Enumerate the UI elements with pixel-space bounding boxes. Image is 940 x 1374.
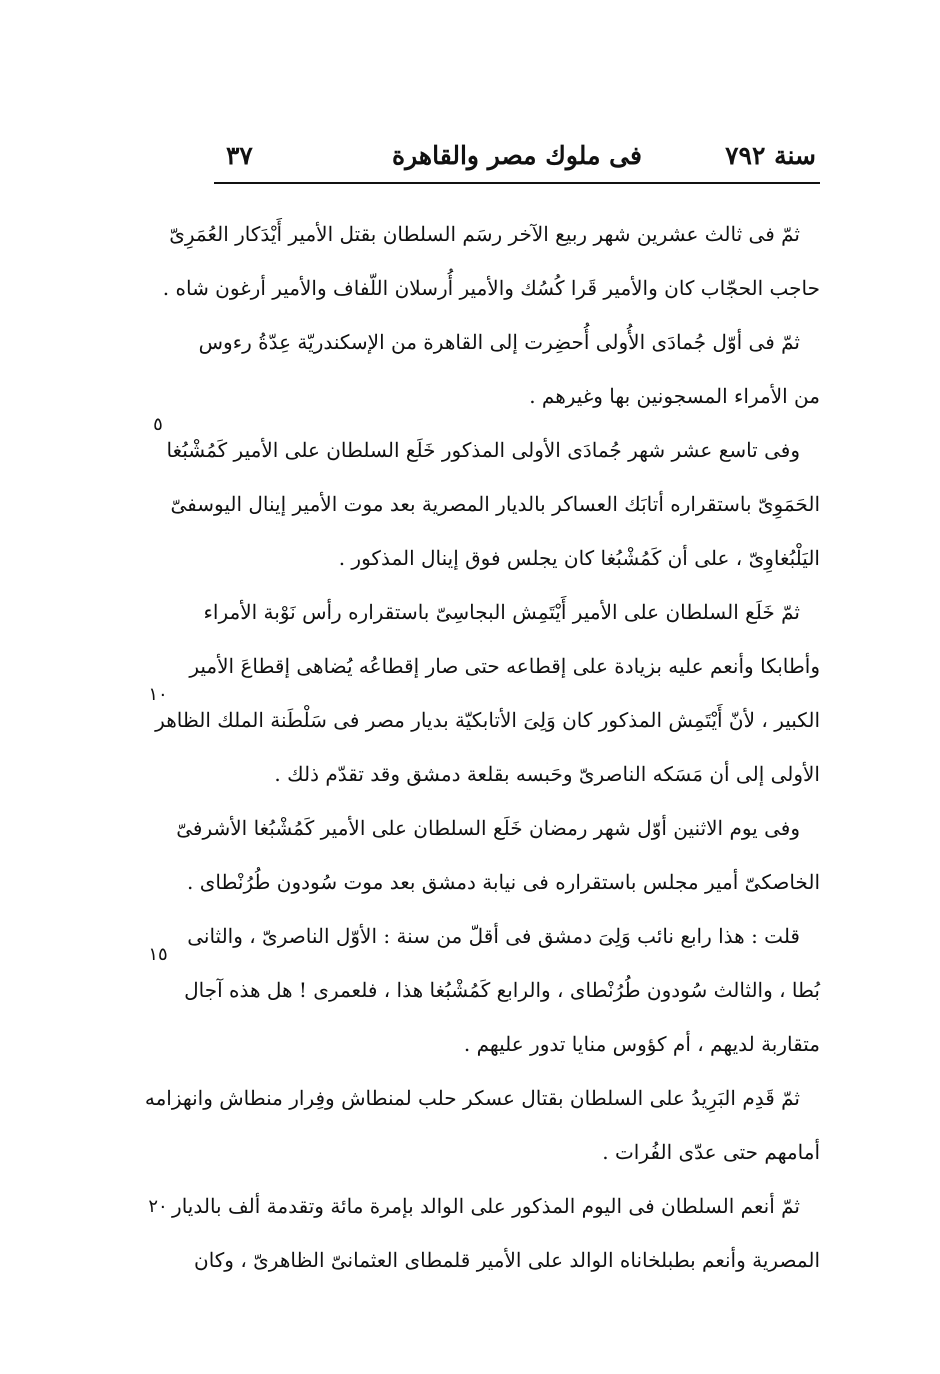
text-line: ثمّ فى ثالث عشرين شهر ربيع الآخر رسَم السلطان بقتل الأمير أَيْدَكار العُمَرِىّ (169, 222, 800, 246)
text-line: حاجب الحجّاب كان والأمير قَرا كُسُك والأمير أُرسلان اللّفاف والأمير أرغون شاه . (162, 276, 820, 300)
margin-line-number-15: ١٥ (148, 944, 168, 965)
text-line: الخاصكىّ أمير مجلس باستقراره فى نيابة دمشق بعد موت سُودون طُرُنْطاى . (187, 870, 820, 894)
text-line: بُطا ، والثالث سُودون طُرُنْطاى ، والرابع كَمُشْبُغا هذا ، فلعمرى ! هل هذه آجال (184, 978, 820, 1002)
text-line: ثمّ قَدِم البَرِيدُ على السلطان بقتال عسكر حلب لمنطاش وفِرار منطاش وانهزامه (144, 1086, 800, 1110)
text-line: الكبير ، لأنّ أَيْتَمِش المذكور كان وَلِىَ الأتابكيّة بديار مصر فى سَلْطَنة الملك الظاهر (155, 708, 820, 732)
text-line: المصرية وأنعم بطبلخاناه الوالد على الأمير قلمطاى العثمانىّ الظاهرىّ ، وكان (194, 1248, 820, 1272)
text-line: قلت : هذا رابع نائب وَلِىَ دمشق فى أقلّ من سنة : الأوّل الناصرىّ ، والثانى (187, 924, 800, 948)
text-line: اليَلْبُغاوِىّ ، على أن كَمُشْبُغا كان يجلس فوق إينال المذكور . (338, 546, 820, 570)
margin-line-number-5: ٥ (153, 414, 163, 435)
header-rule (214, 182, 820, 184)
text-line: ثمّ فى أوّل جُمادَى الأُولى أُحضِرت إلى القاهرة من الإسكندريّة عِدّةُ رءوس (198, 330, 800, 354)
running-header (214, 136, 820, 180)
text-line: ثمّ أنعم السلطان فى اليوم المذكور على الوالد بإمرة مائة وتقدمة ألف بالديار (172, 1194, 800, 1218)
text-line: من الأمراء المسجونين بها وغيرهم . (529, 384, 820, 408)
page-number: ٣٧ (226, 141, 253, 170)
header-year: سنة ٧٩٢ (725, 141, 816, 170)
text-line: ثمّ خَلَع السلطان على الأمير أَيْتَمِش البجاسِىّ باستقراره رأس نَوْبة الأمراء (203, 600, 800, 624)
text-line: الأولى إلى أن مَسَكه الناصرىّ وحَبسه بقلعة دمشق وقد تقدّم ذلك . (274, 762, 820, 786)
text-line: الحَمَوِىّ باستقراره أتابَك العساكر بالديار المصرية بعد موت الأمير إينال اليوسفىّ (170, 492, 820, 516)
text-line: وأطابكا وأنعم عليه بزيادة على إقطاعه حتى صار إقطاعُه يُضاهى إقطاعَ الأمير (189, 654, 820, 678)
margin-line-number-20: ٢٠ (148, 1196, 168, 1217)
header-title: فى ملوك مصر والقاهرة (392, 141, 642, 170)
text-line: متقاربة لديهم ، أم كؤوس منايا تدور عليهم . (463, 1032, 820, 1056)
text-line: وفى يوم الاثنين أوّل شهر رمضان خَلَع السلطان على الأمير كَمُشْبُغا الأشرفىّ (176, 816, 800, 840)
text-line: أمامهم حتى عدّى الفُرات . (602, 1140, 820, 1164)
margin-line-number-10: ١٠ (148, 684, 168, 705)
text-line: وفى تاسع عشر شهر جُمادَى الأولى المذكور خَلَع السلطان على الأمير كَمُشْبُغا (166, 438, 800, 462)
